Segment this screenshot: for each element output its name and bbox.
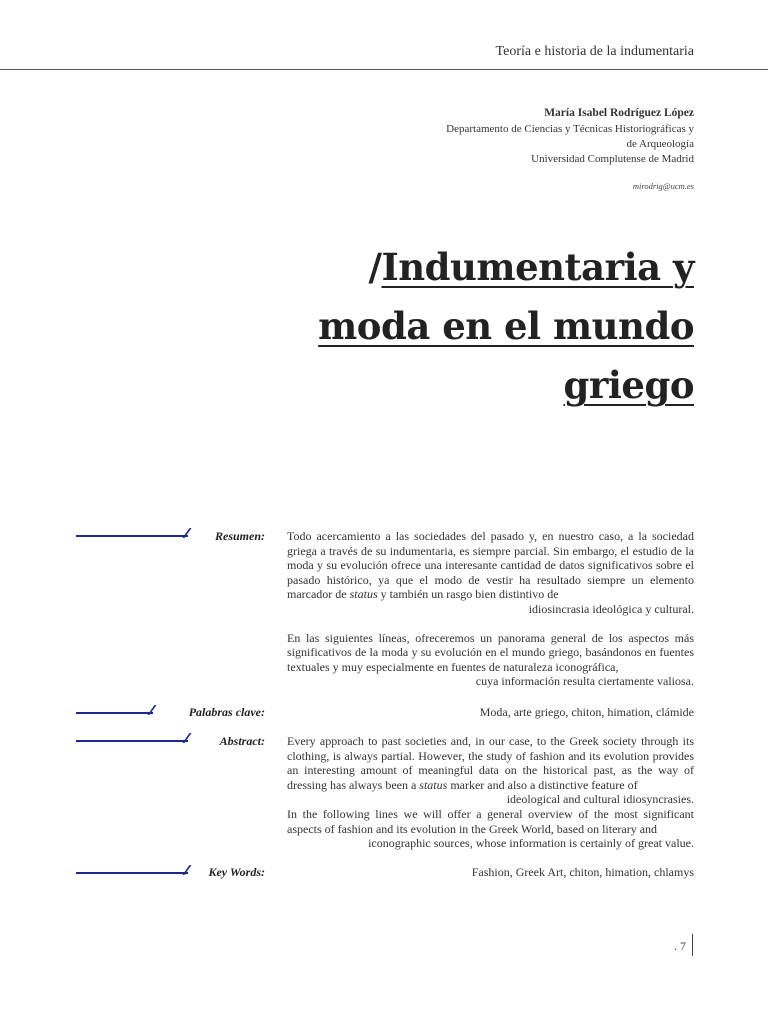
palabras-text — [287, 705, 694, 720]
resumen-paragraph-1 — [287, 529, 694, 602]
title-slash: / — [368, 245, 382, 289]
keywords-value: Fashion, Greek Art, chiton, himation, chlamys — [471, 865, 694, 879]
title-line-3: griego — [563, 363, 694, 407]
palabras-label: Palabras clave: — [188, 705, 265, 719]
abstract-p2-last: iconographic sources, whose information is certainly of great value. — [368, 836, 694, 851]
resumen-rule — [76, 535, 188, 537]
abstract-rule — [76, 740, 188, 742]
title-line-2: moda en el mundo — [318, 304, 694, 348]
keywords-label: Key Words: — [208, 865, 265, 879]
resumen-paragraph-2: En las siguientes líneas, ofreceremos un panorama general de los aspectos más significativos de la moda y su evolución en el mundo griego, basándonos en fuentes textuales y muy especialmente en fuentes de naturaleza iconográfica, — [287, 630, 694, 674]
abstract-p1-status: status — [419, 777, 448, 792]
author-name: María Isabel Rodríguez López — [544, 107, 694, 119]
resumen-p1-last: idiosincrasia ideológica y cultural. — [528, 601, 694, 616]
resumen-p1-body: Todo acercamiento a las sociedades del pasado y, en nuestro caso, a la sociedad griega a través de su indumentaria, es siempre parcial. Sin embargo, el estudio de la moda y su evolución ofrece una interesante cantidad de datos significativos sobre el pasado histórico, ya que el modo de vestir ha resultado siempre un elemento marcador de — [287, 529, 694, 602]
keywords-text — [287, 865, 694, 880]
palabras-value: Moda, arte griego, chiton, himation, clámide — [479, 705, 694, 719]
author-email: mirodrig@ucm.es — [632, 181, 694, 191]
author-block — [374, 106, 694, 194]
running-head: Teoría e historia de la indumentaria — [495, 44, 694, 59]
palabras-rule — [76, 712, 153, 714]
resumen-p1-status: status — [349, 587, 378, 602]
page-number-bar — [692, 934, 693, 956]
abstract-p1-body: Every approach to past societies and, in our case, to the Greek society through its clothing, is always partial. However, the study of fashion and its evolution provides an interesting amount of meaningful data on the historical past, as the way of dressing has always been a — [287, 734, 694, 792]
abstract-p1-tail: marker and also a distinctive feature of — [450, 777, 638, 792]
header-rule — [0, 69, 768, 70]
resumen-label: Resumen: — [214, 529, 265, 543]
abstract-p1-last: ideological and cultural idiosyncrasies. — [506, 792, 694, 807]
university: Universidad Complutense de Madrid — [531, 153, 694, 165]
abstract-paragraph-2: In the following lines we will offer a general overview of the most significant aspects of fashion and its evolution in the Greek World, based on literary and — [287, 806, 694, 836]
page-number: . 7 — [674, 939, 686, 953]
article-title — [234, 238, 694, 415]
resumen-text — [287, 529, 694, 689]
resumen-p1-tail: y también un rasgo bien distintivo de — [380, 587, 559, 602]
abstract-label: Abstract: — [219, 734, 265, 748]
resumen-p2-last: cuya información resulta ciertamente valiosa. — [475, 674, 694, 689]
title-line-1: Indumentaria y — [381, 245, 694, 289]
keywords-rule — [76, 872, 188, 874]
department-line-1: Departamento de Ciencias y Técnicas Historiográficas y — [446, 123, 694, 135]
department-line-2: de Arqueología — [626, 138, 694, 150]
abstract-text — [287, 734, 694, 851]
abstract-paragraph-1 — [287, 734, 694, 792]
